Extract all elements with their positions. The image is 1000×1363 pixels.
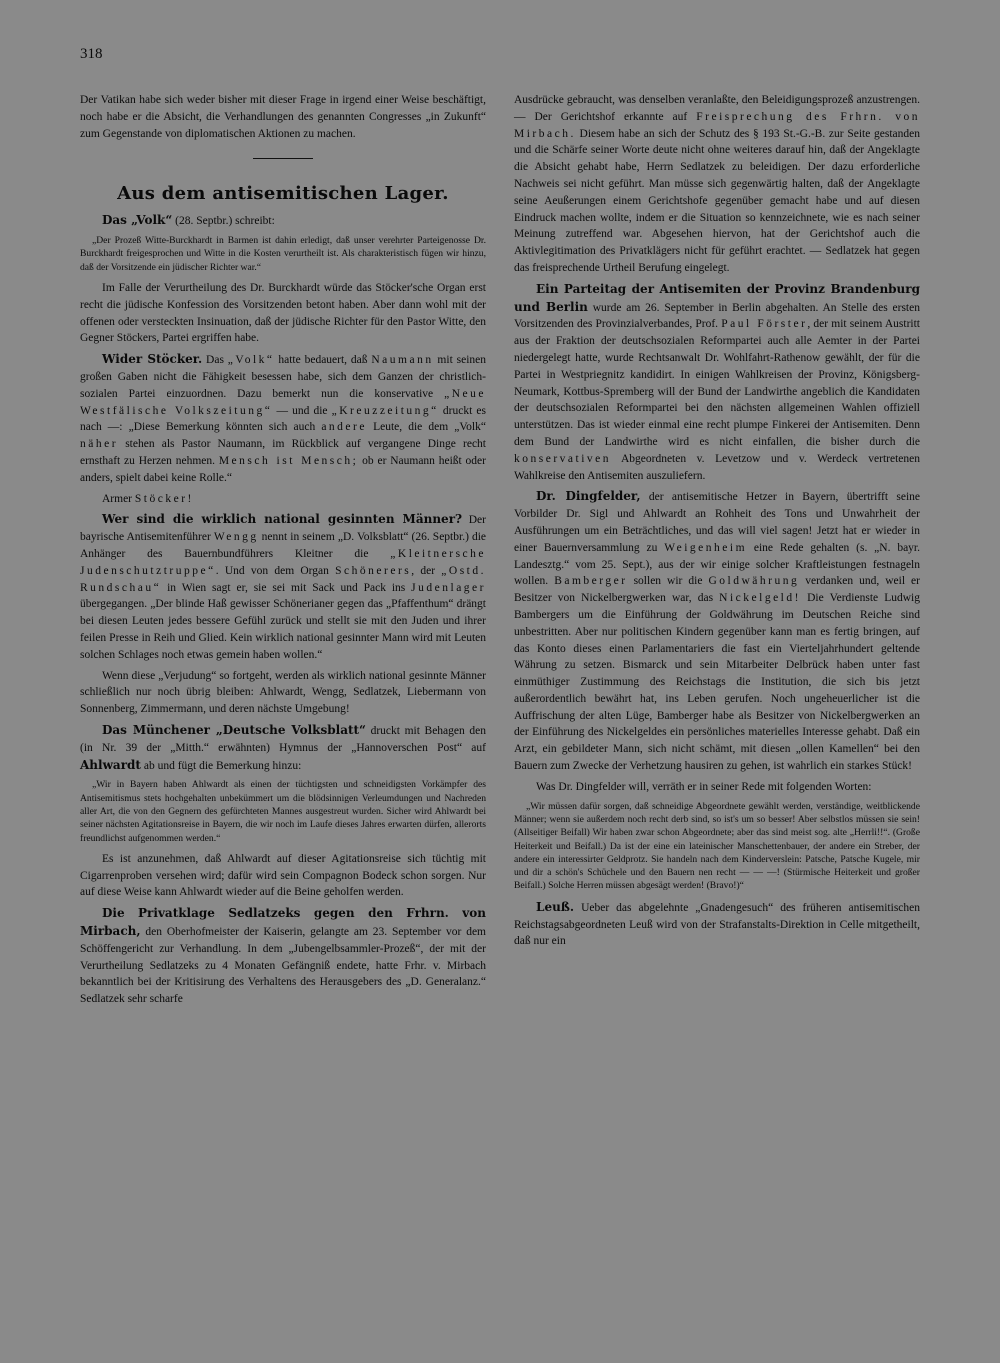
spaced-text: Judenlager [411,581,486,594]
section-title: Aus dem antisemitischen Lager. [117,183,449,205]
text-run: sollen wir die [627,575,709,588]
right-column [514,92,920,954]
text-run: Das [202,354,228,367]
spaced-text: Wengg [213,531,259,544]
stoecker-heading: Wider Stöcker. [102,352,203,367]
national-paragraph [80,511,486,663]
privatklage-continuation [514,92,920,277]
volk-body: Im Falle der Verurtheilung des Dr. Burckhardt würde das Stöcker'sche Organ erst recht die jüdische Konfession des Vorsitzenden betont haben. Aber dann wohl mit der offenen oder versteckten Insinuation, daß der jüdische Richter für den Pastor Witte, den Gegner Stöckers, Partei ergriffen habe. [80,282,486,345]
text-run: Diesem habe an sich der Schutz des § 193 St.-G.-B. zur Seite gestanden und die Schärfe seiner Worte deute nicht ohne weiteres darauf hin, daß der Angeklagte die Absicht gehabt habe, Herrn Sedlatzek zu beleidigen. Der dazu erforderliche Nachweis sei nicht geführt. Man müsse sich gegenwärtig halten, daß der Angeklagte seine Aeußerungen einem Gerichtshofe gegenüber gemacht habe und auf diesen Eindruck machen wollte, indem er die Situation so kennzeichnete, wie es nach seiner Meinung zutreffend war. Abgesehen hiervon, hat der Gerichtshof auch die Aktivlegitimation des Privatklägers nicht für geführt erachtet. — Sedlatzek hat gegen das freisprechende Urtheil Berufung eingelegt. [514,127,920,274]
text-run: nennt in seinem „D. Volksblatt“ (26. Septbr.) die Anhänger des Bauernbundführers Kleitner die [80,531,486,561]
text-run: ob er Naumann heißt oder anders, spielt dabei keine Rolle.“ [80,455,486,484]
leuss-paragraph [514,899,920,950]
muenchener-paragraph [80,722,486,774]
text-run: verdanken und, weil er Besitzer von Nickelbergwerken war, das [514,575,920,605]
text-run: druckt es nach —: „Diese Bemerkung könnten sich auch [80,404,486,434]
dingfelder-quote: „Wir müssen dafür sorgen, daß schneidige Abgeordnete gewählt werden, verständige, weitblickende Männer; wenn sie außerdem noch recht derb sind, so ist's um so besser! Aber selbstlos müssen sie sein! (Allseitiger Beifall) Wir haben zwar schon Abgeordnete; aber das sind meist sog. alte „Herrli!!“. (Große Heiterkeit und Beifall.) Da ist der eine ein lateinischer Manschettenbauer, der andere ein Streber, der andere ein interessirter Geldprotz. Sie handeln nach dem Kinderverslein: Patsche, Patsche Kugele, mir und dir a schön's Schüchele und den Bauern nen recht — — —! (Stürmische Heiterkeit und großer Beifall.) Solche Herren müssen abgesägt werden! (Bravo!)“ [514,800,920,892]
spaced-text: „Volk“ [227,354,275,367]
spaced-text: Paul Förster [721,318,808,331]
text-run: — und die [272,404,332,417]
left-column [80,92,486,1012]
text-run: . Und von dem Organ [215,564,336,577]
muenchener-body: Es ist anzunehmen, daß Ahlwardt auf dieser Agitationsreise sich tüchtig mit Cigarrenproben versehen wird; dafür wird sein Compagnon Bodeck schon sorgen. Nur auf diese Weise kann Ahlwardt wieder auf die Beine geholfen werden. [80,852,486,899]
national-body: Wenn diese „Verjudung“ so fortgeht, werden als wirklich national gesinnte Männer schließlich nur noch übrig bleiben: Ahlwardt, Wengg, Sedlatzek, Liebermann von Sonnenberg, Zimmermann, und deren nächste Umgebung! [80,669,486,716]
bold-text: Ahlwardt [80,757,141,772]
text-run: Leute, die dem „Volk“ [366,421,486,434]
volk-heading: Das „Volk“ [102,213,173,228]
text-run: Ueber das abgelehnte „Gnadengesuch“ des früheren antisemitischen Reichstagsabgeordneten Leuß wird von der Strafanstalts-Direktion in Celle mitgetheilt, daß nur ein [514,901,920,948]
volk-quote: „Der Prozeß Witte-Burckhardt in Barmen ist dahin erledigt, daß unser verehrter Parteigenosse Dr. Burckhardt freigesprochen und Witte in die Kosten verurtheilt ist. Als charakteristisch fügen wir hinzu, daß der Vorsitzende ein jüdischer Richter war.“ [80,235,486,273]
national-heading: Wer sind die wirklich national gesinnten Männer? [102,512,463,527]
spaced-text: andere [321,421,367,434]
text-run: übergegangen. „Der blinde Haß gewisser Schönerianer gegen das „Pfaffenthum“ drängt bei diesen Leuten jedes bessere Gefühl zurück und stellt sie mit den Juden und ihrer feilen Presse in Reih und Glied. Kein wirklich national gesinnter Mann wird mit Leuten solchen Schlages noch etwas gemein haben wollen.“ [80,598,486,661]
spaced-text: Naumann [371,354,434,367]
text-run: druckt mit Behagen den (in Nr. 39 der „Mitth.“ erwähnten) Hymnus der „Hannoverschen Post“ auf [80,725,486,754]
leuss-heading: Leuß. [536,899,575,914]
parteitag-paragraph [514,281,920,485]
spaced-text: konservativen [514,452,612,465]
text-run: Die Verdienste Ludwig Bambergers um die Einführung der Goldwährung im Deutschen Reiche sind unbestritten. Aber nur politischen Kindern gegenüber kann man es fertig bringen, auf das Konto dieses einen Parlamentariers die fast ein Vierteljahrhundert geltende Währung zu setzen. Bismarck und sein Mitarbeiter Delbrück haben unter fast einmüthiger Zustimmung des Reichstags die Institution, die sich bis jetzt außerordentlich bewährt hat, ins Leben gerufen. Noch ungeheuerlicher ist die Auffrischung der alten Lüge, Bamberger habe als Besitzer von Nickelbergwerken an der Einführung des Nickelgeldes ein persönliches materielles Interesse gehabt. Daß ein Arzt, ein gebildeter Mann, sich nicht schämt, mit diesen „ollen Kamellen“ bei den Bauern zum Zwecke der Verhetzung hausiren zu gehen, ist wahrlich ein starkes Stück! [514,592,920,773]
privatklage-paragraph [80,905,486,1008]
section-divider [253,158,313,159]
spaced-text: Schönerers [335,564,412,577]
dingfelder-heading: Dr. Dingfelder, [536,489,641,504]
spaced-text: Weigenheim [664,541,748,554]
stoecker-closing [80,491,486,508]
spaced-text: Stöcker! [134,492,194,505]
dingfelder-body: Was Dr. Dingfelder will, verräth er in seiner Rede mit folgenden Worten: [536,780,872,793]
text-run: der antisemitische Hetzer in Bayern, übertrifft seine Vorbilder Dr. Sigl und Ahlwardt an Rohheit des Tons und Unwahrheit der Ausführungen um ein Beträchtliches, und das will viel sagen! Jetzt hat er wieder in einer Bauernversammlung zu [514,491,920,554]
text-run: stehen als Pastor Naumann, im Rückblick auf vergangene Dinge recht ernsthaft zu Herzen nehmen. [80,438,486,468]
spaced-text: „Neue Westfälische Volkszeitung“ [80,387,486,417]
spaced-text: Freisprechung des Frhrn. von Mirbach. [514,110,920,140]
muenchener-heading: Das Münchener „Deutsche Volksblatt“ [102,723,366,737]
page-number: 318 [80,46,103,62]
stoecker-paragraph [80,351,486,486]
intro-paragraph: Der Vatikan habe sich weder bisher mit dieser Frage in irgend einer Weise beschäftigt, noch habe er die Absicht, die Verhandlungen des genannten Congresses „in Zukunft“ zum Gegenstande von diplomatischen Aktionen zu machen. [80,94,486,140]
dingfelder-paragraph [514,488,920,775]
text-run: den Oberhofmeister der Kaiserin, gelangte am 23. September vor dem Schöffengericht zur Verhandlung. In dem „Jubengelbsammler-Prozeß“, der mit der Verurtheilung Sedlatzeks zu 4 Monaten Gefängniß endete, hatte Frhr. v. Mirbach bekanntlich bei der Kritisirung des Verhaltens des Herausgebers des „D. Generalanz.“ Sedlatzek sehr scharfe [80,926,486,1006]
spaced-text: „Kleitnersche Judenschutztruppe“ [80,548,486,577]
spaced-text: Nickelgeld! [719,592,801,605]
text-run: Der bayrische Antisemitenführer [80,514,486,544]
text-run: , der [411,564,442,577]
text-run: hatte bedauert, daß [274,354,372,367]
text-run: Armer [102,492,135,505]
spaced-text: „Ostd. Rundschau“ [80,564,487,594]
spaced-text: Goldwährung [708,575,800,588]
text-run: Ausdrücke gebraucht, was denselben veranlaßte, den Beleidigungsprozeß anzustrengen. — Der Gerichtshof erkannte auf [514,94,920,123]
volk-lead: (28. Septbr.) schreibt: [172,215,275,228]
text-run: in Wien sagt er, sie sei mit Sack und Pack ins [161,581,412,594]
muenchener-quote: „Wir in Bayern haben Ahlwardt als einen der tüchtigsten und schneidigsten Vorkämpfer des Antisemitismus stets hochgehalten unbekümmert um die blödsinnigen Verleumdungen und Nachreden aller Art, die von den Gegnern des gefürchteten Mannes ausgestreut wurden. Sicher wird Ahlwardt bei seiner nächsten Agitationsreise in Bayern, die wir noch im Laufe dieses Jahres erwarten dürfen, allerorts freundlichst aufgenommen werden.“ [80,779,486,844]
parteitag-heading: Ein Parteitag der Antisemiten der Provinz Brandenburg und Berlin [514,281,920,314]
text-run: , der mit seinem Austritt aus der Fraktion der deutschsozialen Reformpartei auch alle Aemter in der Partei niedergelegt hatte, wurde Rechtsanwalt Dr. Wohlfahrt-Rathenow gewählt, der für die Partei in Westpriegnitz kandidirt. In einigen Wahlkreisen der Provinz, Königsberg-Neumark, Kottbus-Spremberg will der Bund der Landwirthe angeblich die Kandidaten der deutschsozialen Reformpartei bei den nächsten allgemeinen Wahlen offiziell unterstützen. Das ist wieder einmal eine recht plumpe Finkerei der Antisemiten. Denn dem Bund der Landwirthe wird es nicht einfallen, die bisher durch die [514,318,920,448]
text-run: mit seinen großen Gaben nicht die Fähigkeit besessen habe, sich dem Ganzen der christlich-sozialen Partei einzuordnen. Dazu bemerkt nun die konservative [80,354,486,400]
spaced-text: „Kreuzzeitung“ [331,404,439,417]
text-run: eine Rede gehalten (s. „N. bayr. Landesztg.“ vom 25. Sept.), aus der wir einige solcher Kraftleistungen festnageln wollen. [514,541,920,588]
volk-paragraph [80,212,486,230]
spaced-text: näher [80,438,119,451]
privatklage-heading: Die Privatklage Sedlatzeks gegen den Frhrn. von Mirbach, [80,906,486,939]
text-run: ab und fügt die Bemerkung hinzu: [140,759,302,772]
spaced-text: Bamberger [554,575,628,588]
spaced-text: Mensch ist Mensch; [218,455,359,468]
text-run: Abgeordneten v. Levetzow und v. Werdeck vertretenen Wahlkreise den Antisemiten auszuliefern. [514,452,920,482]
text-run: wurde am 26. September in Berlin abgehalten. An Stelle des ersten Vorsitzenden des Provinzialverbandes, Prof. [514,301,920,331]
